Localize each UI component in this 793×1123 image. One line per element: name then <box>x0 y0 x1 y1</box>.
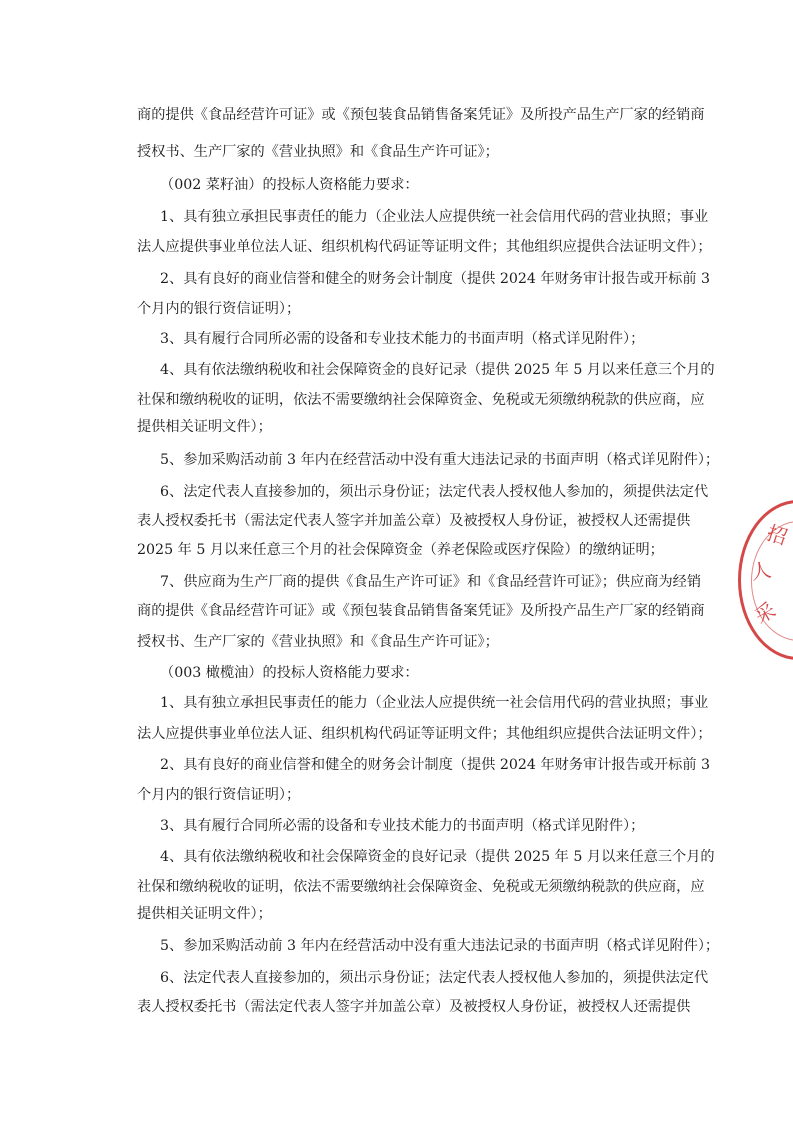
seal-char: 人 <box>749 557 773 585</box>
text-line: 商的提供《食品经营许可证》或《预包装食品销售备案凭证》及所投产品生产厂家的经销商 <box>137 603 705 619</box>
text-line: 1、具有独立承担民事责任的能力（企业法人应提供统一社会信用代码的营业执照；事业 <box>160 209 709 225</box>
text-line: 商的提供《食品经营许可证》或《预包装食品销售备案凭证》及所投产品生产厂家的经销商 <box>137 107 705 123</box>
text-line: 2025 年 5 月以来任意三个月的社会保障资金（养老保险或医疗保险）的缴纳证明； <box>137 542 664 558</box>
text-line: 个月内的银行资信证明）； <box>137 787 301 803</box>
text-line: 社保和缴纳税收的证明，依法不需要缴纳社会保障资金、免税或无须缴纳税款的供应商，应 <box>137 879 705 895</box>
text-line: 4、具有依法缴纳税收和社会保障资金的良好记录（提供 2025 年 5 月以来任意三个月的 <box>160 362 715 378</box>
text-line: 表人授权委托书（需法定代表人签字并加盖公章）及被授权人身份证，被授权人还需提供 <box>137 999 691 1015</box>
text-line: 5、参加采购活动前 3 年内在经营活动中没有重大违法记录的书面声明（格式详见附件）； <box>160 938 720 954</box>
red-seal-stamp <box>738 500 793 660</box>
text-line: 5、参加采购活动前 3 年内在经营活动中没有重大违法记录的书面声明（格式详见附件）； <box>160 452 720 468</box>
text-line: 法人应提供事业单位法人证、组织机构代码证等证明文件；其他组织应提供合法证明文件）； <box>137 726 712 742</box>
text-line: 提供相关证明文件）； <box>137 419 272 435</box>
text-line: 2、具有良好的商业信誉和健全的财务会计制度（提供 2024 年财务审计报告或开标前 3 <box>160 271 711 287</box>
text-line: 4、具有依法缴纳税收和社会保障资金的良好记录（提供 2025 年 5 月以来任意三个月的 <box>160 849 715 865</box>
text-line: 6、法定代表人直接参加的，须出示身份证；法定代表人授权他人参加的，须提供法定代 <box>160 970 709 986</box>
text-line: 提供相关证明文件）； <box>137 906 272 922</box>
text-line: 1、具有独立承担民事责任的能力（企业法人应提供统一社会信用代码的营业执照；事业 <box>160 695 709 711</box>
text-line: 授权书、生产厂家的《营业执照》和《食品生产许可证》； <box>137 144 499 160</box>
text-line: 社保和缴纳税收的证明，依法不需要缴纳社会保障资金、免税或无须缴纳税款的供应商，应 <box>137 392 705 408</box>
text-line: 6、法定代表人直接参加的，须出示身份证；法定代表人授权他人参加的，须提供法定代 <box>160 484 709 500</box>
text-line: 3、具有履行合同所必需的设备和专业技术能力的书面声明（格式详见附件）； <box>160 818 645 834</box>
text-line: （002 菜籽油）的投标人资格能力要求： <box>160 177 419 193</box>
text-line: 7、供应商为生产厂商的提供《食品生产许可证》和《食品经营许可证》；供应商为经销 <box>160 574 702 590</box>
text-line: 授权书、生产厂家的《营业执照》和《食品生产许可证》； <box>137 634 499 650</box>
seal-char: 采 <box>750 597 780 629</box>
text-line: （003 橄榄油）的投标人资格能力要求： <box>160 665 419 681</box>
text-line: 表人授权委托书（需法定代表人签字并加盖公章）及被授权人身份证，被授权人还需提供 <box>137 513 691 529</box>
text-line: 个月内的银行资信证明）； <box>137 301 301 317</box>
text-line: 3、具有履行合同所必需的设备和专业技术能力的书面声明（格式详见附件）； <box>160 331 645 347</box>
seal-char: 招 <box>763 520 791 550</box>
text-line: 法人应提供事业单位法人证、组织机构代码证等证明文件；其他组织应提供合法证明文件）； <box>137 239 712 255</box>
text-line: 2、具有良好的商业信誉和健全的财务会计制度（提供 2024 年财务审计报告或开标前 3 <box>160 757 711 773</box>
